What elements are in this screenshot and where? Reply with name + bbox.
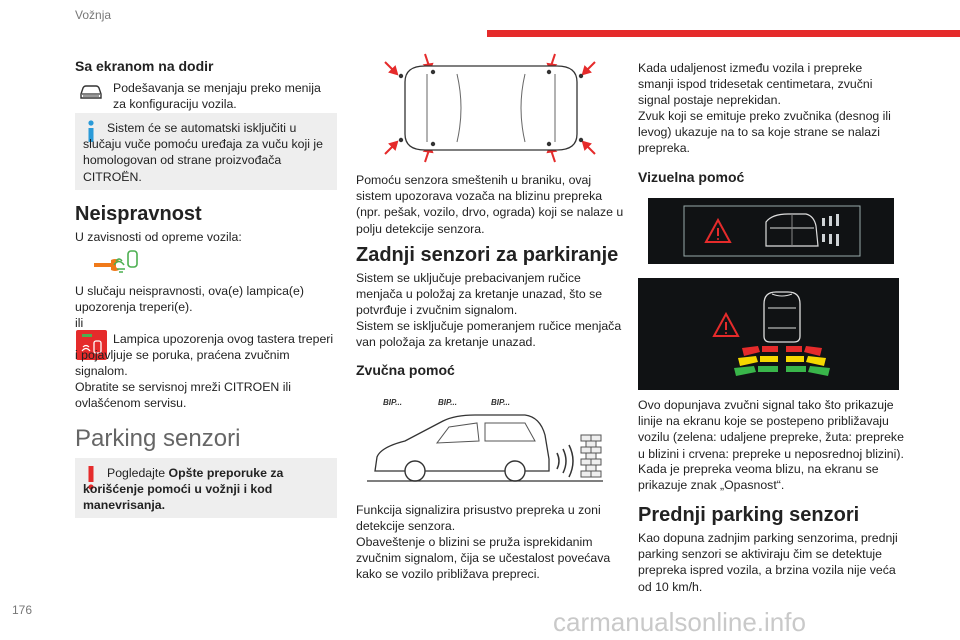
bip-label-2: BIP... [438, 398, 457, 407]
page-number: 176 [12, 603, 33, 617]
visual-display-rear [638, 278, 899, 390]
audio-text-1: Funkcija signalizira prisustvo prepreka u zoni detekcije senzora. [356, 503, 601, 534]
bip-label-3: BIP... [491, 398, 510, 407]
info-note-text: Sistem će se automatski isključiti u slučaju vuče pomoću uređaja za vuču koji je homologovan od strane proizvođača CITROËN. [83, 121, 323, 184]
front-text: Kao dopuna zadnjim parking senzorima, prednji parking senzori se aktiviraju čim se detektuje prepreka ispred vozila, a brzina vozila nije veća od 10 km/h. [638, 531, 898, 594]
touch-text: Podešavanja se menjaju preko menija za konfiguraciju vozila. [113, 81, 321, 112]
rear-text-2: Sistem se isključuje pomeranjem ručice menjača van položaja za kretanje unazad. [356, 319, 622, 350]
fault-text-1: U slučaju neispravnosti, ova(e) lampica(e) upozorenja treperi(e). [75, 284, 304, 315]
park-sensor-fault-icon [113, 249, 141, 275]
rear-heading: Zadnji senzori za parkiranje [356, 244, 619, 266]
bip-label-1: BIP... [383, 398, 402, 407]
watermark: carmanualsonline.info [553, 607, 806, 637]
audio-text-2: Obaveštenje o blizini se pruža isprekidanim zvučnim signalom, čija se učestalost povećava kako se vozilo približava prepreci. [356, 535, 611, 582]
car-settings-icon [78, 83, 104, 101]
warning-note-bold: Opšte preporuke za korišćenje pomoći u vožnji i kod manevrisanja. [83, 466, 284, 513]
audio-heading: Zvučna pomoć [356, 362, 455, 378]
touch-heading: Sa ekranom na dodir [75, 58, 214, 74]
warning-note-text: Pogledajte Opšte preporuke za korišćenje pomoći u vožnji i kod manevrisanja. [83, 466, 284, 513]
front-heading: Prednji parking senzori [638, 504, 860, 526]
car-sensors-diagram [365, 52, 615, 164]
visual-display-side [648, 198, 894, 264]
fault-intro: U zavisnosti od opreme vozila: [75, 230, 242, 244]
distance-text-2: Zvuk koji se emituje preko zvučnika (desnog ili levog) ukazuje na to sa koje strane se nalazi prepreka. [638, 109, 891, 156]
visual-text-1: Ovo dopunjava zvučni signal tako što prikazuje linije na ekranu koje se postepeno približavaju vozilu (zelena: udaljene prepreke, žuta: prepreke u blizini i crvena: prepreke u neposrednoj blizini). [638, 398, 904, 461]
fault-text-3: Obratite se servisnoj mreži CITROEN ili ovlašćenom servisu. [75, 380, 291, 411]
visual-text-2: Kada je prepreka veoma blizu, na ekranu se prikazuje znak „Opasnost“. [638, 462, 879, 493]
distance-text-1: Kada udaljenost između vozila i prepreke smanji ispod tridesetak centimetara, zvučni signal postaje neprekidan. [638, 61, 873, 108]
car-audio-diagram [365, 405, 610, 487]
parking-heading: Parking senzori [75, 425, 241, 452]
fault-text-2: Lampica upozorenja ovog tastera treperi i pojavljuje se poruka, praćena zvučnim signalom. [75, 332, 334, 379]
visual-heading: Vizuelna pomoć [638, 169, 745, 185]
fault-heading: Neispravnost [75, 203, 202, 225]
fault-or: ili [75, 316, 84, 330]
sensors-text: Pomoću senzora smeštenih u braniku, ovaj sistem upozorava vozača na blizinu prepreka (npr. pešak, vozilo, drvo, ograda) koji se nalaze u polju detekcije senzora. [356, 173, 624, 236]
section-header: Vožnja [75, 8, 112, 22]
header-accent-bar [487, 30, 960, 37]
rear-text-1: Sistem se uključuje prebacivanjem ručice menjača u položaj za kretanje unazad, što se potvrđuje i zvučnim signalom. [356, 271, 603, 318]
